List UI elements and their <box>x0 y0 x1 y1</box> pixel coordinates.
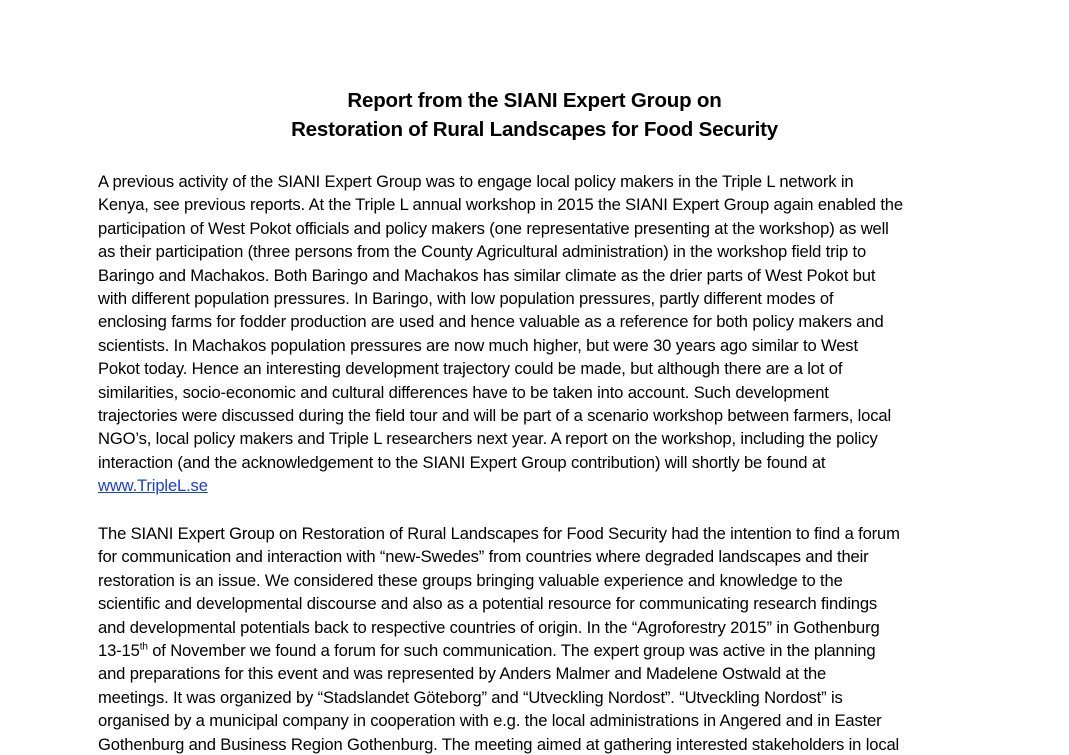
paragraph-2-line: for communication and interaction with “new-Swedes” from countries where degraded landscapes and their <box>98 547 869 567</box>
paragraph-2-line: scientific and developmental discourse and also as a potential resource for communicating research findings <box>98 594 878 614</box>
date-superscript: th <box>139 641 148 653</box>
paragraph-2-line: restoration is an issue. We considered these groups bringing valuable experience and knowledge to the <box>98 570 843 590</box>
paragraph-1-line: scientists. In Machakos population pressures are now much higher, but were 30 years ago similar to West <box>98 335 858 355</box>
date-suffix: of November we found a forum for such communication. The expert group was active in the planning <box>147 641 876 661</box>
paragraph-1-line: participation of West Pokot officials and policy makers (one representative presenting at the workshop) as well <box>98 218 889 238</box>
title-line-2: Restoration of Rural Landscapes for Food Security <box>291 118 778 141</box>
paragraph-2-line: meetings. It was organized by “Stadslandet Göteborg” and “Utveckling Nordost”. “Utveckling Nordost” is <box>98 687 843 707</box>
paragraph-2-line: and preparations for this event and was represented by Anders Malmer and Madelene Ostwald at the <box>98 664 827 684</box>
paragraph-2-date-line <box>98 639 978 662</box>
paragraph-1-link-line <box>98 474 978 497</box>
report-title <box>0 86 1069 144</box>
paragraph-1-line: as their participation (three persons from the County Agricultural administration) in the workshop field trip to <box>98 242 867 262</box>
paragraph-2-line: and developmental potentials back to respective countries of origin. In the “Agroforestry 2015” in Gothenburg <box>98 617 880 637</box>
paragraph-2-line: The SIANI Expert Group on Restoration of Rural Landscapes for Food Security had the intention to find a forum <box>98 524 900 543</box>
paragraph-1-line: Baringo and Machakos. Both Baringo and Machakos has similar climate as the drier parts of West Pokot but <box>98 265 876 285</box>
paragraph-1 <box>98 170 978 498</box>
date-prefix: 13-15 <box>98 641 140 661</box>
paragraph-1-line: with different population pressures. In Baringo, with low population pressures, partly different modes of <box>98 289 834 309</box>
triplel-website-link[interactable]: www.TripleL.se <box>98 476 208 496</box>
paragraph-2-line: organised by a municipal company in cooperation with e.g. the local administrations in Angered and in Easter <box>98 711 882 731</box>
paragraph-1-line: trajectories were discussed during the field tour and will be part of a scenario workshop between farmers, local <box>98 406 892 426</box>
paragraph-1-line: Pokot today. Hence an interesting development trajectory could be made, but although there are a lot of <box>98 359 843 379</box>
title-line-1: Report from the SIANI Expert Group on <box>347 89 722 112</box>
paragraph-2 <box>98 522 978 755</box>
paragraph-1-line: interaction (and the acknowledgement to the SIANI Expert Group contribution) will shortly be found at <box>98 452 826 472</box>
paragraph-1-line: NGO’s, local policy makers and Triple L researchers next year. A report on the workshop, including the policy <box>98 429 878 449</box>
paragraph-2-line: Gothenburg and Business Region Gothenburg. The meeting aimed at gathering interested stakeholders in local <box>98 734 900 754</box>
paragraph-1-line: Kenya, see previous reports. At the Triple L annual workshop in 2015 the SIANI Expert Group again enabled the <box>98 195 903 215</box>
paragraph-1-line: similarities, socio-economic and cultural differences have to be taken into account. Such development <box>98 382 829 402</box>
paragraph-1-line: A previous activity of the SIANI Expert Group was to engage local policy makers in the Triple L network in <box>98 172 854 191</box>
paragraph-1-line: enclosing farms for fodder production are used and hence valuable as a reference for both policy makers and <box>98 312 884 332</box>
